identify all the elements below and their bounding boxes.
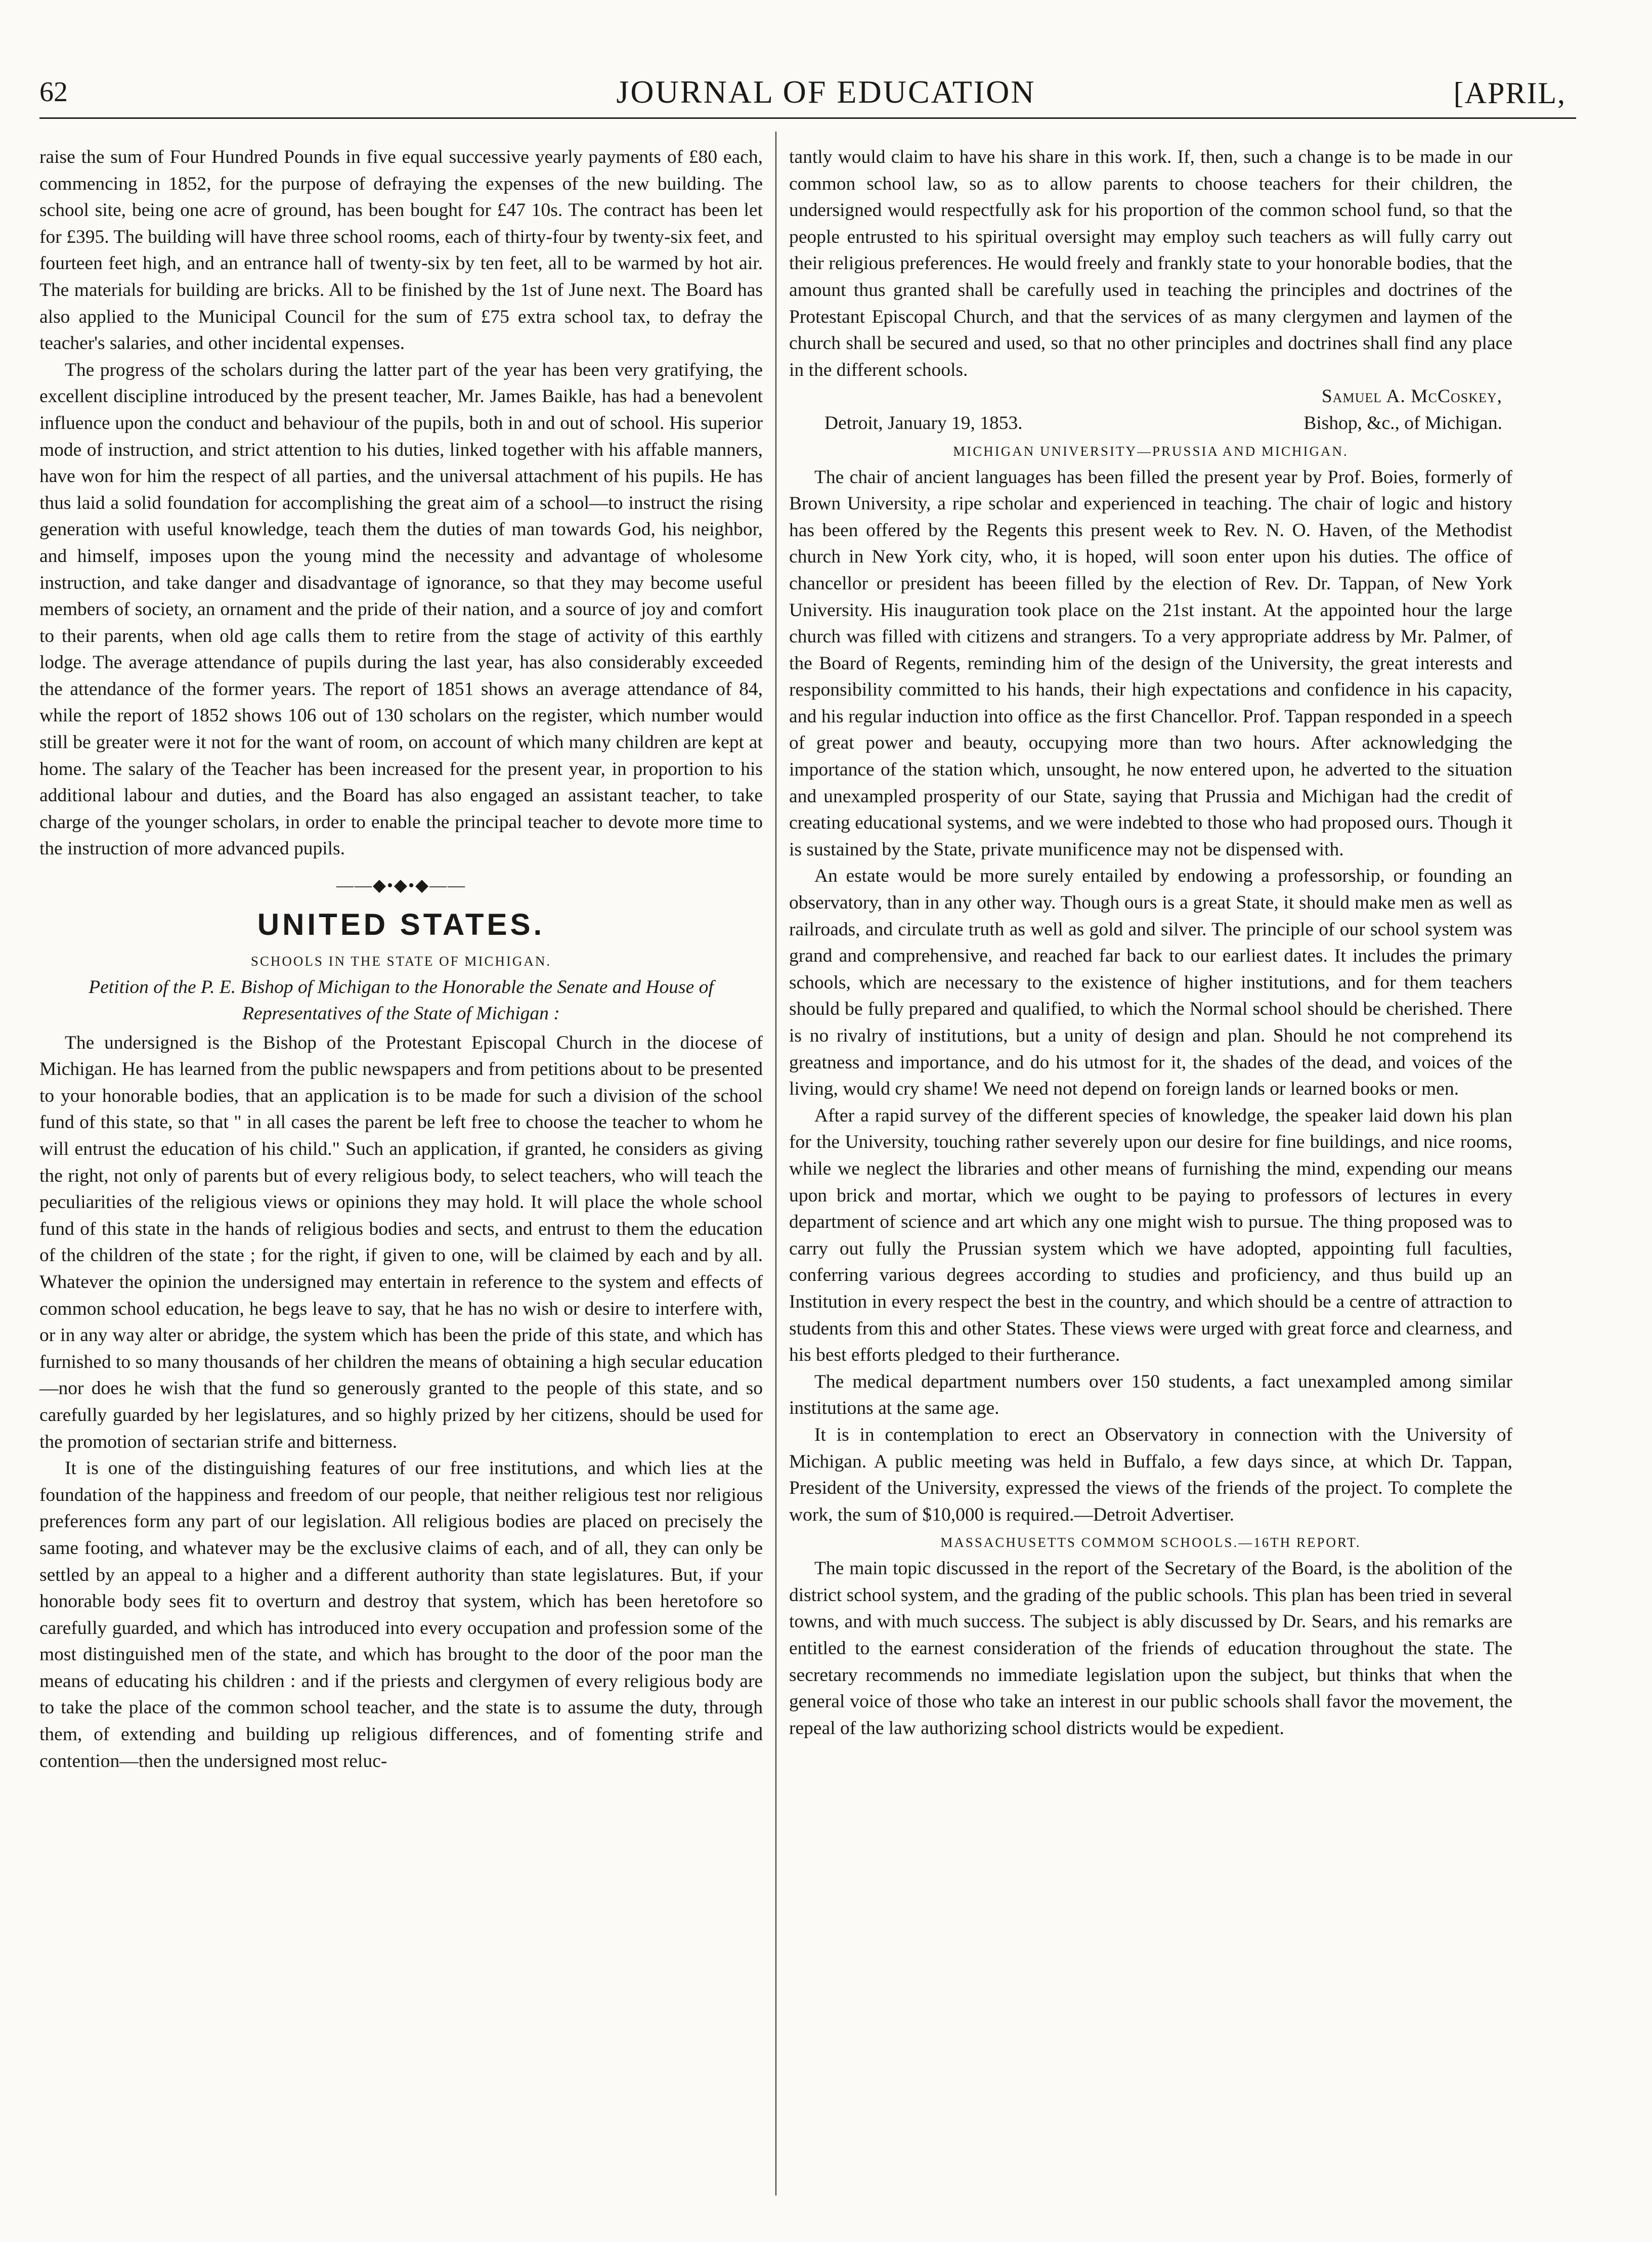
signature-line-1 [789, 383, 1512, 410]
paragraph: The undersigned is the Bishop of the Protestant Episcopal Church in the diocese of Michigan. He has learned from the public newspapers and from petitions about to be presented to your honorable bodies, that an application is to be made for such a division of the school fund of this state, so that " in all cases the parent be left free to choose the teacher to whom he will entrust the education of his child." Such an application, if granted, he considers as giving the right, not only of parents but of every religious body, to select teachers, who will teach the peculiarities of the religious views or opinions they may hold. It will place the whole school fund of this state in the hands of religious bodies and sects, and entrust to them the education of the children of the state ; for the right, if given to one, will be claimed by each and by all. Whatever the opinion the undersigned may entertain in reference to the system and effects of common school education, he begs leave to say, that he has no wish or desire to interfere with, or in any way alter or abridge, the system which has been the pride of this state, and which has furnished to so many thousands of her children the means of obtaining a high secular education—nor does he wish that the fund so generously granted to the people of this state, and so carefully guarded by her legislatures, and so highly prized by her citizens, should be used for the promotion of sectarian strife and bitterness. [39, 1032, 763, 1452]
subheading: SCHOOLS IN THE STATE OF MICHIGAN. [250, 953, 552, 969]
subheading: MASSACHUSETTS COMMOM SCHOOLS.—16TH REPORT. [940, 1535, 1361, 1550]
page-number: 62 [39, 76, 68, 108]
signature-place-date: Detroit, January 19, 1853. [824, 412, 1023, 434]
page-header [0, 0, 1652, 121]
paragraph: After a rapid survey of the different species of knowledge, the speaker laid down his plan for the University, touching rather severely upon our desire for fine buildings, and nice rooms, while we neglect the libraries and other means of furnishing the mind, expending our means upon brick and mortar, which we ought to be paying to professors of lectures in every department of science and art which any one might wish to pursue. The thing proposed was to carry out fully the Prussian system which we have adopted, appointing full faculties, conferring various degrees according to studies and proficiency, and thus build up an Institution in every respect the best in the country, and which should be a centre of attraction to students from this and other States. These views were urged with great force and clearness, and his best efforts pledged to their furtherance. [789, 1105, 1512, 1366]
signature-name: Samuel A. McCoskey, [1321, 386, 1502, 407]
running-title: JOURNAL OF EDUCATION [616, 74, 1036, 110]
running-month: [APRIL, [1453, 76, 1566, 110]
section-ornament: ——◆•◆•◆—— [336, 876, 466, 895]
section-title: UNITED STATES. [257, 907, 545, 941]
paragraph: The progress of the scholars during the latter part of the year has been very gratifying, the excellent discipline introduced by the present teacher, Mr. James Baikle, has had a benevolent influence upon the conduct and behaviour of the pupils, both in and out of school. His superior mode of instruction, and strict attention to his duties, linked together with his affable manners, have won for him the respect of all parties, and the universal attachment of his pupils. He has thus laid a solid foundation for accomplishing the great aim of a school—to instruct the rising generation with useful knowledge, teach them the duties of man towards God, his neighbor, and himself, imposes upon the young mind the necessity and advantage of wholesome instruction, and take danger and disadvantage of ignorance, so that they may become useful members of society, an ornament and the pride of their nation, and a source of joy and comfort to their parents, when old age calls them to retire from the stage of activity of this earthly lodge. The average attendance of pupils during the last year, has also considerably exceeded the attendance of the former years. The report of 1851 shows an average attendance of 84, while the report of 1852 shows 106 out of 130 scholars on the register, which number would still be greater were it not for the want of room, on account of which many children are kept at home. The salary of the Teacher has been increased for the present year, in proportion to his additional labour and duties, and the Board has also engaged an assistant teacher, to take charge of the younger scholars, in order to enable the principal teacher to devote more time to the instruction of more advanced pupils. [39, 359, 763, 859]
column-divider [775, 132, 776, 2195]
header-rule [39, 117, 1576, 119]
paragraph: raise the sum of Four Hundred Pounds in five equal successive yearly payments of £80 each, commencing in 1852, for the purpose of defraying the expenses of the new building. The school site, being one acre of ground, has been bought for £47 10s. The contract has been let for £395. The building will have three school rooms, each of thirty-four by twenty-six feet, and fourteen feet high, and an entrance hall of twenty-six by ten feet, all to be warmed by hot air. The materials for building are bricks. All to be finished by the 1st of June next. The Board has also applied to the Municipal Council for the sum of £75 extra school tax, to defray the teacher's salaries, and other incidental expenses. [39, 147, 763, 354]
right-column [789, 144, 1512, 1742]
subheading: MICHIGAN UNIVERSITY—PRUSSIA AND MICHIGAN. [953, 443, 1349, 459]
paragraph: tantly would claim to have his share in this work. If, then, such a change is to be made in our common school law, so as to allow parents to choose teachers for their children, the undersigned would respectfully ask for his proportion of the common school fund, so that the people entrusted to his spiritual oversight may employ such teachers as will fully carry out their religious preferences. He would freely and frankly state to your honorable bodies, that the amount thus granted shall be carefully used in teaching the principles and doctrines of the Protestant Episcopal Church, and that the services of as many clergymen and laymen of the church shall be secured and used, so that no other principles and doctrines shall find any place in the different schools. [789, 147, 1512, 380]
petition-heading: Petition of the P. E. Bishop of Michigan to the Honorable the Senate and House of Representatives of the State of Michigan : [89, 976, 714, 1024]
paragraph: It is in contemplation to erect an Observatory in connection with the University of Michigan. A public meeting was held in Buffalo, a few days since, at which Dr. Tappan, President of the University, expressed the views of the friends of the project. To complete the work, the sum of $10,000 is required.—Detroit Advertiser. [789, 1424, 1512, 1525]
signature-line-2 [789, 410, 1512, 437]
paragraph: It is one of the distinguishing features of our free institutions, and which lies at the foundation of the happiness and freedom of our people, that neither religious test nor religious preferences form any part of our legislation. All religious bodies are placed on precisely the same footing, and whatever may be the exclusive claims of each, and of all, they can only be settled by an appeal to a higher and a different authority than state legislatures. But, if your honorable body sees fit to overturn and destroy that system, which has been heretofore so carefully guarded, and which has introduced into every occupation and profession some of the most distinguished men of the state, and which has brought to the door of the poor man the means of educating his children : and if the priests and clergymen of every religious body are to take the place of the common school teacher, and the state is to assume the duty, through them, of extending and building up religious differences, and of fomenting strife and contention—then the undersigned most reluc- [39, 1458, 763, 1772]
left-column [39, 144, 763, 1775]
paragraph: The chair of ancient languages has been filled the present year by Prof. Boies, formerly of Brown University, a ripe scholar and experienced in teaching. The chair of logic and history has been offered by the Regents this present week to Rev. N. O. Haven, of the Methodist church in New York city, who, it is hoped, will soon enter upon his duties. The office of chancellor or president has beeen filled by the election of Rev. Dr. Tappan, of New York University. His inauguration took place on the 21st instant. At the appointed hour the large church was filled with citizens and strangers. To a very appropriate address by Mr. Palmer, of the Board of Regents, reminding him of the design of the University, the great interests and responsibility committed to his hands, their high expectations and confidence in his capacity, and his regular induction into office as the first Chancellor. Prof. Tappan responded in a speech of great power and beauty, occupying more than two hours. After acknowledging the importance of the station which, unsought, he now entered upon, he adverted to the situation and unexampled prosperity of our State, saying that Prussia and Michigan had the credit of creating educational systems, and we were indebted to those who had proposed ours. Though it is sustained by the State, private munificence may not be dispensed with. [789, 466, 1512, 860]
paragraph: The medical department numbers over 150 students, a fact unexampled among similar institutions at the same age. [789, 1371, 1512, 1419]
signature-title: Bishop, &c., of Michigan. [1303, 412, 1502, 434]
paragraph: The main topic discussed in the report of the Secretary of the Board, is the abolition of the district school system, and the grading of the public schools. This plan has been tried in several towns, and with much success. The subject is ably discussed by Dr. Sears, and his remarks are entitled to the earnest consideration of the friends of education throughout the state. The secretary recommends no immediate legislation upon the subject, but thinks that when the general voice of those who take an interest in our public schools shall favor the movement, the repeal of the law authorizing school districts would be expedient. [789, 1558, 1512, 1739]
paragraph: An estate would be more surely entailed by endowing a professorship, or founding an observatory, than in any other way. Though ours is a great State, it should make men as well as railroads, and circulate truth as well as gold and silver. The principle of our school system was grand and comprehensive, and reached far back to our earliest dates. It includes the primary schools, which are necessary to the existence of higher institutions, and for them teachers should be fully prepared and qualified, to which the Normal school should be cherished. There is no rivalry of institutions, but a unity of design and plan. Should he not comprehend its greatness and importance, and do his utmost for it, the shades of the dead, and voices of the living, would cry shame! We need not depend on foreign lands or learned books or men. [789, 866, 1512, 1100]
